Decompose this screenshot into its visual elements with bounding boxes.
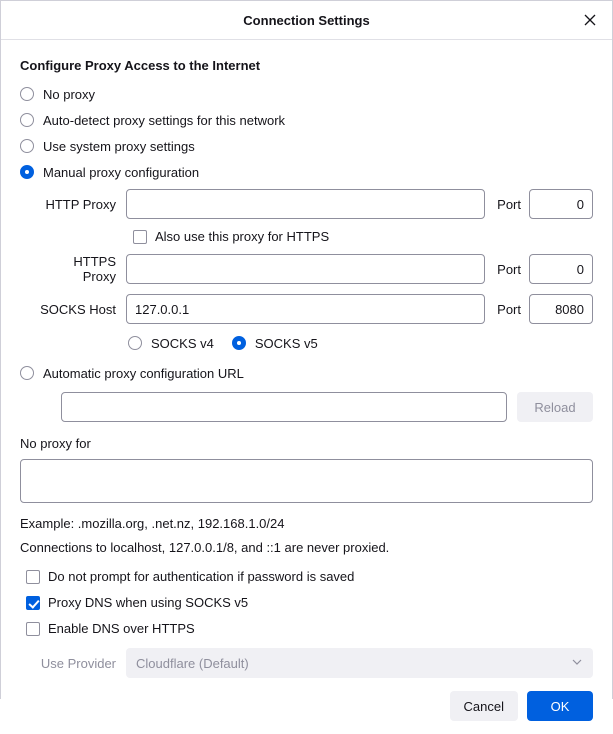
no-proxy-for-textarea[interactable] — [20, 459, 593, 503]
proxy-dns-socks5-checkbox[interactable] — [26, 596, 40, 610]
radio-auto-detect-proxy[interactable] — [20, 111, 593, 129]
radio-automatic-proxy-config[interactable] — [20, 364, 593, 382]
proxy-dns-socks5-label: Proxy DNS when using SOCKS v5 — [48, 595, 249, 610]
radio-indicator — [20, 165, 34, 179]
enable-doh-label: Enable DNS over HTTPS — [48, 621, 195, 636]
use-provider-row — [20, 648, 593, 678]
radio-label: Automatic proxy configuration URL — [43, 365, 244, 381]
radio-system-proxy[interactable] — [20, 137, 593, 155]
also-use-https-row[interactable] — [20, 229, 593, 244]
also-use-https-label: Also use this proxy for HTTPS — [155, 229, 330, 244]
dialog-titlebar — [1, 1, 612, 40]
https-proxy-label: HTTPS Proxy — [73, 254, 116, 284]
dialog-footer — [1, 678, 612, 734]
radio-label: Auto-detect proxy settings for this network — [43, 112, 286, 128]
radio-label: SOCKS v5 — [254, 335, 318, 351]
provider-select-value: Cloudflare (Default) — [136, 655, 249, 671]
radio-indicator — [20, 366, 34, 380]
cancel-button[interactable]: Cancel — [450, 691, 518, 721]
dialog-content — [1, 40, 612, 678]
use-provider-label: Use Provider — [40, 655, 116, 671]
radio-label: Manual proxy configuration — [43, 164, 200, 180]
http-proxy-row — [20, 189, 593, 219]
radio-indicator — [20, 87, 34, 101]
provider-select[interactable] — [126, 648, 593, 678]
enable-doh-checkbox[interactable] — [26, 622, 40, 636]
socks-host-row — [20, 294, 593, 324]
dialog-title: Connection Settings — [243, 12, 370, 28]
radio-no-proxy[interactable] — [20, 85, 593, 103]
radio-socks-v5[interactable] — [232, 334, 318, 352]
radio-socks-v4[interactable] — [128, 334, 214, 352]
socks-port-label: Port — [497, 301, 521, 317]
http-port-input[interactable] — [529, 189, 593, 219]
chevron-down-icon — [571, 656, 583, 671]
radio-manual-proxy[interactable] — [20, 163, 593, 181]
pac-url-row — [20, 392, 593, 422]
pac-url-input[interactable] — [61, 392, 507, 422]
https-port-label: Port — [497, 261, 521, 277]
socks-port-input[interactable] — [529, 294, 593, 324]
no-proxy-for-label: No proxy for — [20, 436, 91, 451]
no-proxy-example: Example: .mozilla.org, .net.nz, 192.168.1.0/24 — [20, 516, 285, 531]
radio-label: No proxy — [43, 86, 96, 102]
http-proxy-input[interactable] — [126, 189, 485, 219]
no-proxy-note: Connections to localhost, 127.0.0.1/8, and ::1 are never proxied. — [20, 540, 390, 555]
https-proxy-row — [20, 254, 593, 284]
do-not-prompt-auth-label: Do not prompt for authentication if password is saved — [48, 569, 355, 584]
radio-label: Use system proxy settings — [43, 138, 195, 154]
socks-host-input[interactable] — [126, 294, 485, 324]
radio-indicator — [128, 336, 142, 350]
radio-indicator — [232, 336, 246, 350]
https-proxy-input[interactable] — [126, 254, 485, 284]
close-icon[interactable] — [576, 6, 604, 34]
do-not-prompt-auth-row[interactable] — [20, 569, 593, 584]
proxy-dns-socks5-row[interactable] — [20, 595, 593, 610]
socks-host-label: SOCKS Host — [40, 301, 116, 317]
also-use-https-checkbox[interactable] — [133, 230, 147, 244]
enable-doh-row[interactable] — [20, 621, 593, 636]
http-port-label: Port — [497, 196, 521, 212]
ok-button[interactable]: OK — [527, 691, 593, 721]
radio-indicator — [20, 113, 34, 127]
radio-indicator — [20, 139, 34, 153]
socks-version-group — [20, 334, 593, 352]
https-port-input[interactable] — [529, 254, 593, 284]
section-heading: Configure Proxy Access to the Internet — [20, 58, 261, 73]
do-not-prompt-auth-checkbox[interactable] — [26, 570, 40, 584]
radio-label: SOCKS v4 — [151, 335, 214, 351]
reload-button[interactable]: Reload — [517, 392, 593, 422]
http-proxy-label: HTTP Proxy — [45, 196, 116, 212]
